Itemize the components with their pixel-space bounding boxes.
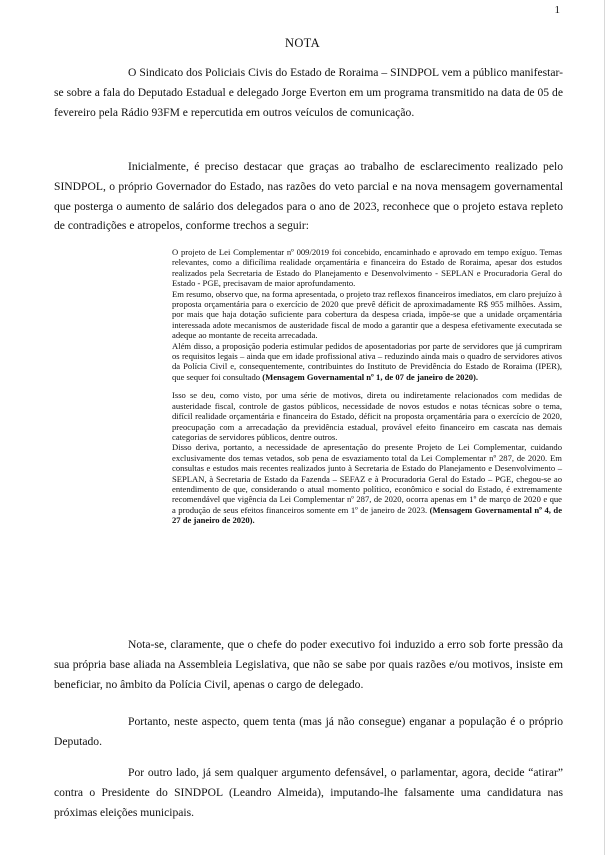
paragraph-text: Portanto, neste aspecto, quem tenta (mas já não consegue) enganar a população é o próprio Deputado. (54, 715, 563, 748)
paragraph-text: Por outro lado, já sem qualquer argumento defensável, o parlamentar, agora, decide “atirar” contra o Presidente do SINDPOL (Leandro Almeida), imputando-lhe falsamente uma candidatura nas próximas eleições municipais. (54, 766, 563, 819)
document-title: NOTA (285, 36, 320, 50)
quote-paragraph: Isso se deu, como visto, por uma série de motivos, direta ou indiretamente relacionados com medidas de austeridade fiscal, controle de gastos públicos, necessidade de novos estudos e notas técnicas sobre o tema, difícil realidade orçamentária e financeira do Estado, déficit na proposta orçamentária para o exercício de 2020, preocupação com a arrecadação da previdência estadual, provável efeito financeiro em cascata nas demais categorias de servidores públicos, dentre outros. (172, 390, 562, 442)
paragraph-text: O Sindicato dos Policiais Civis do Estado de Roraima – SINDPOL vem a público manifestar-se sobre a fala do Deputado Estadual e delegado Jorge Everton em um programa transmitido na data de 05 de fevereiro pela Rádio 93FM e repercutida em outros veículos de comunicação. (54, 66, 563, 119)
paragraph-context (54, 157, 563, 236)
paragraph-text: Inicialmente, é preciso destacar que graças ao trabalho de esclarecimento realizado pelo SINDPOL, o próprio Governador do Estado, nas razões do veto parcial e na nova mensagem governamental que posterga o aumento de salário dos delegados para o ano de 2023, reconhece que o projeto estava repleto de contradições e atropelos, conforme trechos a seguir: (54, 160, 563, 233)
paragraph-analysis (54, 635, 563, 694)
page-number: 1 (554, 4, 560, 16)
quote-paragraph: Em resumo, observo que, na forma apresentada, o projeto traz reflexos financeiros imediatos, em claro prejuízo à proposta orçamentária para o exercício de 2020 que prevê déficit de aproximadamente R$ 955 milhões. Assim, por mais que haja dotação suficiente para cobertura da despesa criada, impõe-se que a unidade orçamentária interessada adote mecanismos de austeridade fiscal de modo a garantir que a despesa efetivamente executada se adeque ao montante de receita arrecadada. (172, 288, 562, 341)
quote-paragraph (172, 442, 562, 525)
paragraph-intro (54, 63, 563, 122)
block-quote (172, 247, 562, 526)
quote-paragraph (172, 341, 562, 383)
paragraph-conclusion (54, 712, 563, 752)
paragraph-text: Nota-se, claramente, que o chefe do poder executivo foi induzido a erro sob forte pressão da sua própria base aliada na Assembleia Legislativa, que não se sabe por quais razões e/ou motivos, insiste em beneficiar, no âmbito da Polícia Civil, apenas o cargo de delegado. (54, 638, 563, 691)
quote-paragraph: O projeto de Lei Complementar nº 009/2019 foi concebido, encaminhado e aprovado em tempo exíguo. Temas relevantes, como a dificílima realidade orçamentária e financeira do Estado de Roraima, apesar dos estudos realizados pela Secretaria de Estado do Planejamento e Desenvolvimento - SEPLAN e Procuradoria Geral do Estado - PGE, precisavam de maior aprofundamento. (172, 247, 562, 289)
paragraph-closing (54, 763, 563, 822)
quote-text: Além disso, a proposição poderia estimular pedidos de aposentadorias por parte de servidores que já cumpriram os requisitos legais – ainda que em idade profissional ativa – reduzindo ainda mais o quadro de servidores ativos da Polícia Civil e, consequentemente, contribuintes do Instituto de Previdência do Estado de Roraima (IPER), que sequer foi consultado (172, 340, 562, 382)
quote-text: Disso deriva, portanto, a necessidade de apresentação do presente Projeto de Lei Complementar, cuidando exclusivamente dos temas vetados, sob pena de esvaziamento total da Lei Complementar nº 287, de 2020. Em consultas e estudos mais recentes realizados junto à Secretaria de Estado do Planejamento e Desenvolvimento – SEPLAN, à Secretaria de Estado da Fazenda – SEFAZ e à Procuradoria Geral do Estado – PGE, chegou-se ao entendimento de que, considerando o atual momento político, econômico e social do Estado, é extremamente recomendável que vigência da Lei Complementar nº 287, de 2020, ocorra apenas em 1º de março de 2020 e que a produção de seus efeitos financeiros somente em 1º de janeiro de 2023. (172, 442, 562, 515)
quote-source: (Mensagem Governamental nº 1, de 07 de janeiro de 2020). (262, 371, 479, 382)
quote-source: (Mensagem Governamental nº 4, de 27 de janeiro de 2020). (172, 504, 563, 526)
